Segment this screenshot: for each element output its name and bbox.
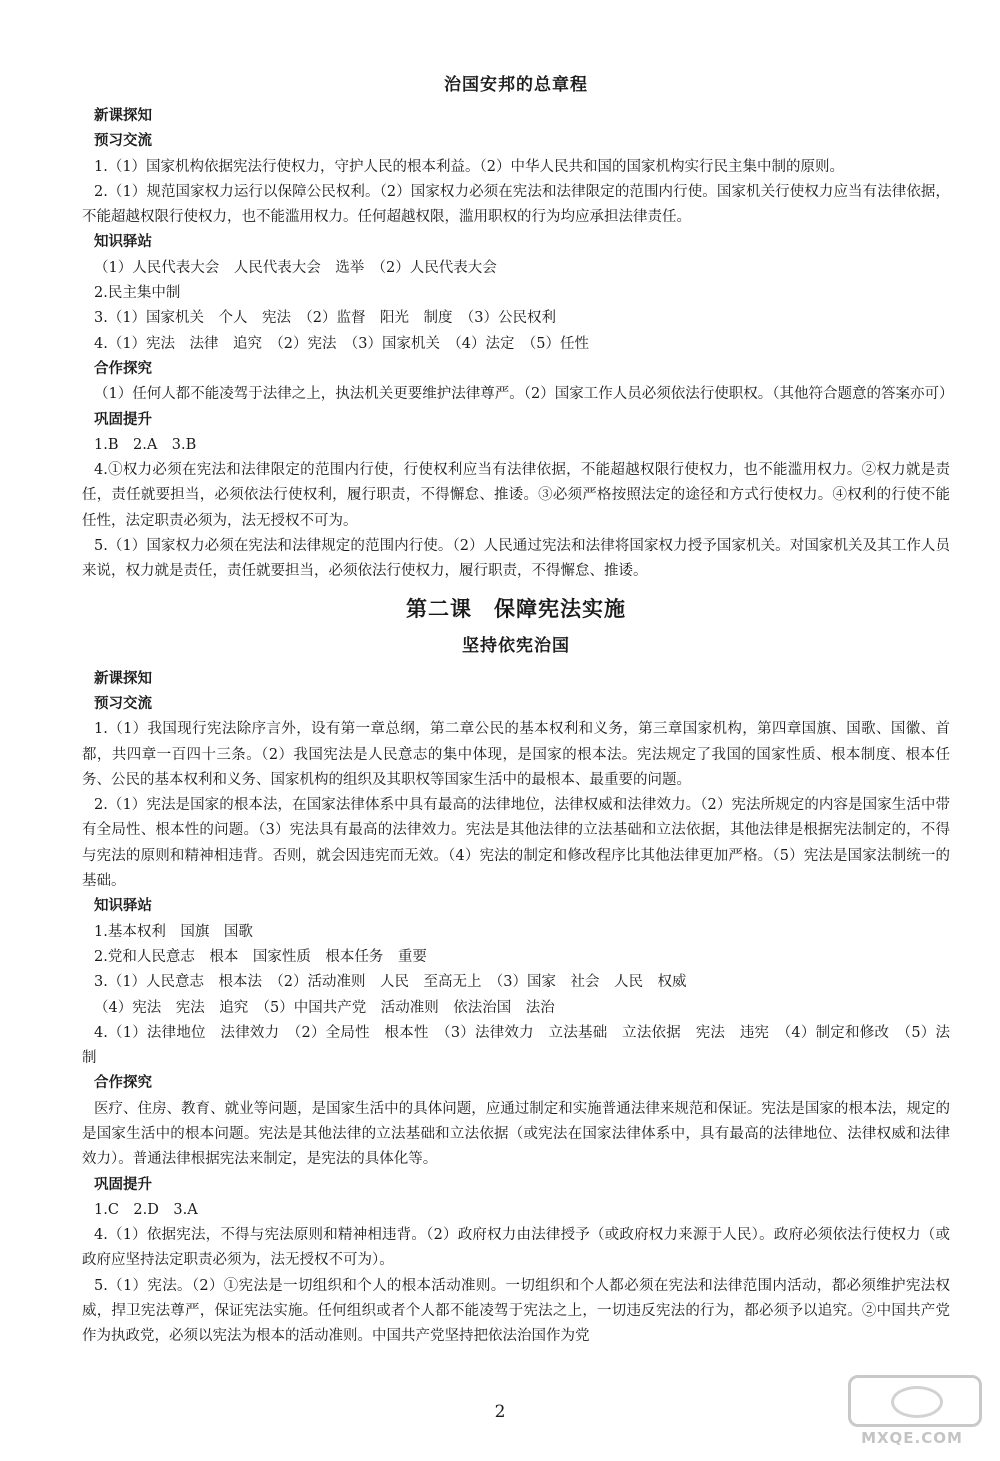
paragraph: 5.（1）宪法。（2）①宪法是一切组织和个人的根本活动准则。一切组织和个人都必须在宪法和法律范围内活动，都必须维护宪法权威，捍卫宪法尊严，保证宪法实施。任何组织或者个人都不能凌驾于宪法之上，一切违反宪法的行为，都必须予以追究。②中国共产党作为执政党，必须以宪法为根本的活动准则。中国共产党坚持把依法治国作为党: [82, 1277, 950, 1345]
section-title: 治国安邦的总章程: [444, 75, 588, 95]
heading-preview: 预习交流: [94, 133, 152, 150]
answer-line: （4）宪法 宪法 追究 （5）中国共产党 活动准则 依法治国 法治: [94, 999, 555, 1016]
heading-knowledge-station: 知识驿站: [94, 898, 152, 915]
heading-consolidation: 巩固提升: [94, 1176, 152, 1193]
heading-cooperation: 合作探究: [94, 360, 152, 377]
paragraph: 2.（1）宪法是国家的根本法，在国家法律体系中具有最高的法律地位，法律权威和法律效力。（2）宪法所规定的内容是国家生活中带有全局性、根本性的问题。（3）宪法具有最高的法律效力。宪法是其他法律的立法基础和立法依据，其他法律是根据宪法制定的，不得与宪法的原则和精神相违背。否则，就会因违宪而无效。（4）宪法的制定和修改程序比其他法律更加严格。（5）宪法是国家法制统一的基础。: [82, 797, 950, 890]
watermark-badge-icon: [848, 1375, 982, 1427]
paragraph: 5.（1）国家权力必须在宪法和法律规定的范围内行使。（2）人民通过宪法和法律将国家权力授予国家机关。对国家机关及其工作人员来说，权力就是责任，责任就要担当，必须依法行使权力，履行职责，不得懈怠、推诿。: [82, 538, 950, 580]
answer-line: 1.B 2.A 3.B: [94, 436, 197, 453]
answer-line: 1.C 2.D 3.A: [94, 1201, 198, 1218]
heading-knowledge-station: 知识驿站: [94, 234, 152, 251]
paragraph: 2.（1）规范国家权力运行以保障公民权利。（2）国家权力必须在宪法和法律限定的范围内行使。国家机关行使权力应当有法律依据，不能超越权限行使权力，也不能滥用权力。任何超越权限，滥用职权的行为均应承担法律责任。: [82, 183, 950, 226]
lesson-title: 第二课 保障宪法实施: [406, 596, 626, 621]
answer-line: 4.（1）宪法 法律 追究 （2）宪法 （3）国家机关 （4）法定 （5）任性: [94, 335, 589, 352]
answer-line: 2.民主集中制: [94, 285, 181, 302]
page-content: [82, 70, 954, 1350]
section-title: 坚持依宪治国: [462, 635, 570, 656]
watermark-text: MXQE.COM: [861, 1429, 963, 1447]
answer-line: 3.（1）人民意志 根本法 （2）活动准则 人民 至高无上 （3）国家 社会 人民 权威: [94, 974, 687, 991]
page-number: 2: [494, 1402, 506, 1422]
answer-line: 1.基本权利 国旗 国歌: [94, 923, 253, 940]
answer-line: 3.（1）国家机关 个人 宪法 （2）监督 阳光 制度 （3）公民权利: [94, 310, 557, 327]
watermark-logo: [842, 1373, 982, 1447]
paragraph: 1.（1）我国现行宪法除序言外，设有第一章总纲，第二章公民的基本权利和义务，第三章国家机构，第四章国旗、国歌、国徽、首都，共四章一百四十三条。（2）我国宪法是人民意志的集中体现，是国家的根本法。宪法规定了我国的国家性质、根本制度、根本任务、公民的基本权利和义务、国家机构的组织及其职权等国家生活中的最根本、最重要的问题。: [82, 721, 950, 788]
heading-preview: 预习交流: [94, 695, 152, 712]
paragraph: 4.（1）依据宪法，不得与宪法原则和精神相违背。（2）政府权力由法律授予（或政府权力来源于人民）。政府必须依法行使权力（或政府应坚持法定职责必须为，法无授权不可为）。: [82, 1227, 950, 1269]
paragraph: 4.①权力必须在宪法和法律限定的范围内行使，行使权利应当有法律依据，不能超越权限行使权力，也不能滥用权力。②权力就是责任，责任就要担当，必须依法行使权利，履行职责，不得懈怠、推诿。③必须严格按照法定的途径和方式行使权力。④权利的行使不能任性，法定职责必须为，法无授权不可为。: [82, 462, 950, 529]
paragraph: 1.（1）国家机构依据宪法行使权力，守护人民的根本利益。（2）中华人民共和国的国家机构实行民主集中制的原则。: [94, 158, 845, 175]
heading-consolidation: 巩固提升: [94, 411, 152, 428]
heading-new-lesson: 新课探知: [94, 108, 152, 124]
heading-cooperation: 合作探究: [94, 1075, 152, 1092]
answer-line: 2.党和人民意志 根本 国家性质 根本任务 重要: [94, 948, 427, 965]
paragraph: 4.（1）法律地位 法律效力 （2）全局性 根本性 （3）法律效力 立法基础 立法依据 宪法 违宪 （4）制定和修改 （5）法制: [82, 1024, 950, 1067]
heading-new-lesson: 新课探知: [94, 670, 152, 687]
answer-line: （1）人民代表大会 人民代表大会 选举 （2）人民代表大会: [94, 259, 497, 276]
paragraph: 医疗、住房、教育、就业等问题，是国家生活中的具体问题，应通过制定和实施普通法律来规范和保证。宪法是国家的根本法，规定的是国家生活中的根本问题。宪法是其他法律的立法基础和立法依据（或宪法在国家法律体系中，具有最高的法律地位、法律权威和法律效力）。普通法律根据宪法来制定，是宪法的具体化等。: [82, 1100, 950, 1168]
paragraph: （1）任何人都不能凌驾于法律之上，执法机关更要维护法律尊严。（2）国家工作人员必须依法行使职权。（其他符合题意的答案亦可）: [94, 386, 954, 403]
